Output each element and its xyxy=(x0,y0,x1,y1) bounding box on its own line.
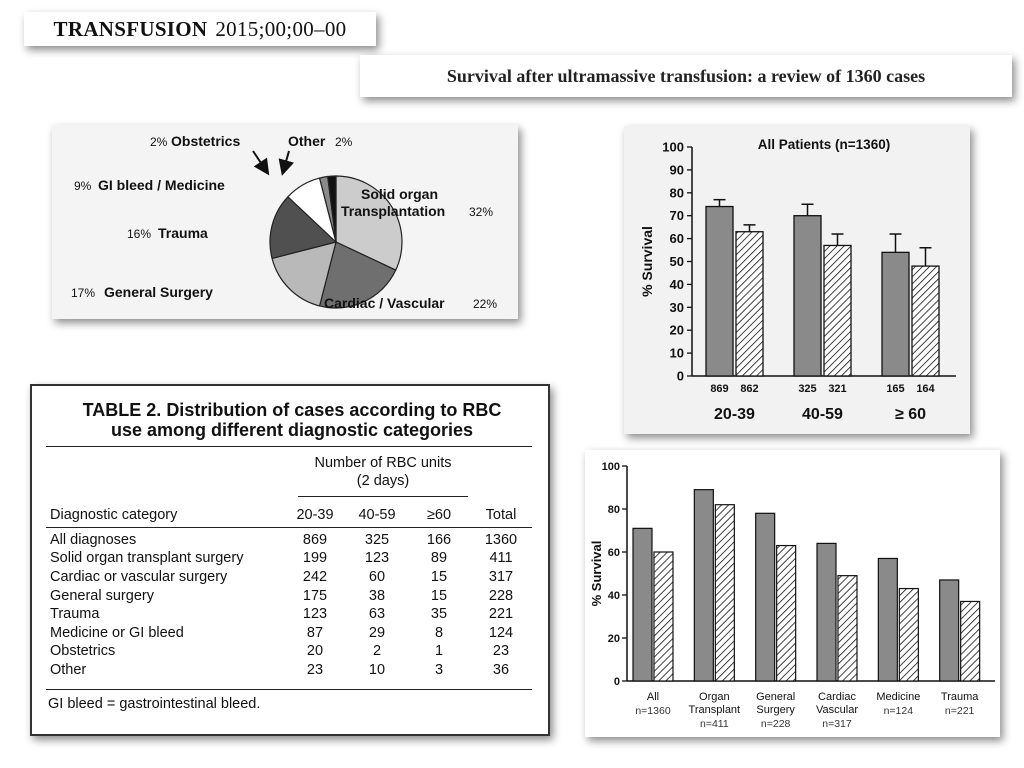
rbc-table xyxy=(46,506,532,679)
category-label: Trauma xyxy=(940,691,979,703)
pie-value-solid-organ: 32% xyxy=(469,205,494,219)
category-n-label: n=1360 xyxy=(635,705,671,717)
survival-by-diagnosis-chart-panel xyxy=(585,450,1000,737)
survival-by-diagnosis-chart xyxy=(585,450,1000,737)
pie-label-cardiac-vascular: Cardiac / Vascular xyxy=(324,295,445,311)
slide-title: Survival after ultramassive transfusion: a review of 1360 cases xyxy=(446,65,926,86)
bar xyxy=(824,245,851,376)
category-n-label: n=228 xyxy=(760,718,791,730)
pie-label-obstetrics: Obstetrics xyxy=(171,133,241,149)
y-axis-label: % Survival xyxy=(639,226,655,297)
table-row xyxy=(46,568,532,587)
cell-20-39: 175 xyxy=(302,587,328,604)
cell-total: 1360 xyxy=(484,531,518,548)
pie-chart xyxy=(52,125,518,319)
bar xyxy=(912,266,939,376)
category-label: 40-59 xyxy=(802,406,843,423)
y-tick-label: 100 xyxy=(662,139,684,155)
bar xyxy=(633,528,652,681)
cell-total: 124 xyxy=(488,624,514,641)
y-tick-label: 0 xyxy=(676,368,684,384)
bar xyxy=(838,576,857,681)
group-header-line-2: (2 days) xyxy=(356,473,410,489)
group-header-line-1: Number of RBC units xyxy=(314,455,452,471)
y-tick-label: 50 xyxy=(669,254,684,269)
pie-label-gi-bleed: GI bleed / Medicine xyxy=(98,177,225,193)
cell-20-39: 20 xyxy=(306,643,324,660)
table-title-line-2: use among different diagnostic categories xyxy=(110,420,474,440)
survival-by-age-chart-panel xyxy=(624,126,970,434)
cell-40-59: 325 xyxy=(364,531,390,548)
category-n-label: n=317 xyxy=(822,718,852,730)
bar xyxy=(654,552,673,681)
y-tick-label: 80 xyxy=(607,504,620,516)
col-header-category: Diagnostic category xyxy=(50,507,178,524)
category-label: ≥ 60 xyxy=(894,406,927,423)
table-title xyxy=(32,400,552,440)
slide-title-box xyxy=(360,55,1012,97)
bar-n-label: 325 xyxy=(798,383,817,395)
bar-n-label: 164 xyxy=(916,383,935,395)
table-bottom-rule xyxy=(46,689,532,690)
cell-40-59: 29 xyxy=(368,624,386,641)
cell-60-plus: 8 xyxy=(434,624,444,641)
cell-20-39: 869 xyxy=(302,531,328,548)
pie-chart-panel xyxy=(52,125,518,319)
bar xyxy=(756,513,775,681)
category-label: All xyxy=(646,691,660,703)
pie-value-general-surgery: 17% xyxy=(71,286,96,300)
table-row xyxy=(46,661,532,680)
y-tick-label: 90 xyxy=(669,162,684,178)
bar-n-label: 321 xyxy=(828,383,847,395)
col-header-total: Total xyxy=(485,507,517,524)
row-category: Other xyxy=(50,662,87,679)
cell-total: 317 xyxy=(488,569,514,586)
category-label: Vascular xyxy=(816,704,858,716)
cell-total: 23 xyxy=(492,643,510,660)
bar xyxy=(878,558,897,681)
row-category: Medicine or GI bleed xyxy=(50,624,184,641)
category-n-label: n=124 xyxy=(883,705,914,717)
pie-arrow-obstetrics xyxy=(253,151,267,172)
cell-40-59: 10 xyxy=(368,662,386,679)
y-tick-label: 20 xyxy=(669,322,684,338)
table-header-row xyxy=(46,506,532,525)
table-panel xyxy=(30,384,550,736)
y-tick-label: 30 xyxy=(669,299,684,315)
category-n-label: n=411 xyxy=(699,718,729,730)
bar xyxy=(794,216,821,376)
category-label: Transplant xyxy=(688,704,741,716)
pie-value-trauma: 16% xyxy=(127,227,152,241)
pie-arrow-other xyxy=(283,151,289,172)
category-label: General xyxy=(756,691,796,703)
bar xyxy=(899,589,918,681)
cell-60-plus: 15 xyxy=(430,569,448,586)
bar-n-label: 862 xyxy=(740,383,759,395)
y-tick-label: 60 xyxy=(669,231,684,247)
bar xyxy=(882,252,909,376)
y-tick-label: 60 xyxy=(607,547,620,559)
y-tick-label: 10 xyxy=(669,345,684,361)
bar xyxy=(777,546,796,681)
journal-citation: 2015;00;00–00 xyxy=(215,16,347,41)
cell-60-plus: 3 xyxy=(434,662,444,679)
cell-60-plus: 1 xyxy=(434,643,444,660)
cell-20-39: 242 xyxy=(302,569,328,586)
group-header xyxy=(298,454,468,490)
category-label: Cardiac xyxy=(818,691,856,703)
chart-title: All Patients (n=1360) xyxy=(757,137,891,152)
y-tick-label: 80 xyxy=(669,185,684,201)
cell-40-59: 60 xyxy=(368,569,386,586)
cell-20-39: 199 xyxy=(302,550,328,567)
col-header-40-59: 40-59 xyxy=(358,507,396,524)
category-n-label: n=221 xyxy=(944,705,975,717)
table-title-line-1: TABLE 2. Distribution of cases according to RBC xyxy=(82,400,502,420)
category-label: Surgery xyxy=(756,704,795,716)
y-tick-label: 40 xyxy=(669,276,684,292)
cell-60-plus: 166 xyxy=(426,531,452,548)
cell-60-plus: 89 xyxy=(430,550,448,567)
pie-label-general-surgery: General Surgery xyxy=(104,284,213,300)
table-top-rule xyxy=(46,446,532,447)
bar xyxy=(694,490,713,681)
row-category: Obstetrics xyxy=(50,643,116,660)
table-row xyxy=(46,549,532,568)
cell-60-plus: 15 xyxy=(430,587,448,604)
group-header-rule xyxy=(298,496,468,497)
journal-header xyxy=(24,12,376,46)
cell-total: 228 xyxy=(488,587,514,604)
table-row xyxy=(46,586,532,605)
row-category: Trauma xyxy=(50,606,100,623)
survival-by-age-chart xyxy=(624,126,970,434)
table-row xyxy=(46,624,532,643)
y-tick-label: 0 xyxy=(613,676,620,688)
y-tick-label: 20 xyxy=(607,633,620,645)
category-label: Organ xyxy=(699,691,730,703)
bar xyxy=(961,601,980,681)
pie-value-cardiac-vascular: 22% xyxy=(473,297,498,311)
category-label: Medicine xyxy=(876,691,921,703)
cell-40-59: 38 xyxy=(368,587,386,604)
bar-n-label: 165 xyxy=(886,383,905,395)
col-header-60-plus: ≥60 xyxy=(426,507,452,524)
pie-value-obstetrics: 2% xyxy=(150,135,168,149)
pie-label-trauma: Trauma xyxy=(158,225,208,241)
cell-total: 411 xyxy=(489,550,513,567)
cell-20-39: 123 xyxy=(302,606,328,623)
bar xyxy=(736,232,763,376)
cell-60-plus: 35 xyxy=(430,606,448,623)
pie-label-solid-organ-line2: Transplantation xyxy=(341,203,446,219)
bar-n-label: 869 xyxy=(710,383,729,395)
cell-40-59: 123 xyxy=(364,550,390,567)
table-row xyxy=(46,531,532,550)
bar xyxy=(706,207,733,376)
row-category: Cardiac or vascular surgery xyxy=(50,569,228,586)
category-label: 20-39 xyxy=(714,406,755,423)
table-row xyxy=(46,642,532,661)
cell-40-59: 63 xyxy=(368,606,386,623)
bar xyxy=(817,543,836,681)
journal-name: TRANSFUSION xyxy=(53,16,208,41)
pie-value-other: 2% xyxy=(335,135,353,149)
y-tick-label: 40 xyxy=(607,590,620,602)
row-category: General surgery xyxy=(50,587,154,604)
row-category: All diagnoses xyxy=(50,531,137,548)
y-axis-label: % Survival xyxy=(589,540,604,607)
bar xyxy=(940,580,959,681)
bar xyxy=(715,505,734,681)
cell-total: 221 xyxy=(488,606,514,623)
table-row xyxy=(46,605,532,624)
table-footnote: GI bleed = gastrointestinal bleed. xyxy=(48,696,261,712)
cell-20-39: 87 xyxy=(306,624,324,641)
y-tick-label: 100 xyxy=(601,461,620,473)
cell-total: 36 xyxy=(492,662,510,679)
cell-40-59: 2 xyxy=(372,643,382,660)
y-tick-label: 70 xyxy=(669,208,684,224)
pie-label-other: Other xyxy=(288,133,326,149)
row-category: Solid organ transplant surgery xyxy=(50,550,244,567)
col-header-20-39: 20-39 xyxy=(296,507,334,524)
cell-20-39: 23 xyxy=(306,662,324,679)
pie-value-gi-bleed: 9% xyxy=(74,179,92,193)
pie-label-solid-organ-line1: Solid organ xyxy=(361,186,438,202)
